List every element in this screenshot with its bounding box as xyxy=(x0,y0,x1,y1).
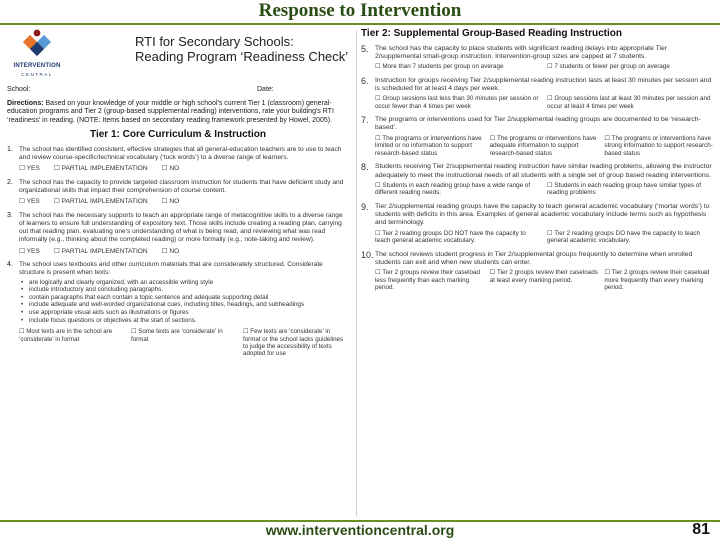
item-text: Tier 2/supplemental reading groups have the capacity to teach general academic vocabulary (‘mortar words’) to students with deficits in this area. Examples of general academic vocabulary include terms such as hypothesis and terminology. xyxy=(375,202,710,227)
document-title xyxy=(135,34,348,64)
option-checkbox[interactable]: ☐ 7 students or fewer per group on average xyxy=(547,63,670,70)
item-options xyxy=(375,269,713,292)
directions-text: Based on your knowledge of your middle or high school's current Tier 1 (classroom) general-education programs and Tier 2 (group-based supplemental reading) interventions, rate your building's RTI ‘readiness’ in reading. (NOTE: Items based on secondary reading framework presented by Howel, 2005). xyxy=(7,100,334,124)
option-checkbox[interactable]: ☐ The programs or interventions have adequate information to support research-based status xyxy=(489,134,597,157)
option-checkbox[interactable]: ☐ Few texts are ‘considerate’ in format or the school lacks guidelines to judge the accessibility of texts adopted for use xyxy=(243,328,344,358)
list-item: • include introductory and concluding paragraphs. xyxy=(19,286,349,294)
item-text: The school has the capacity to place students with significant reading delays into appropriate Tier 2/supplemental small-group instruction. Intervention-group sizes are capped at 7 students. xyxy=(375,44,668,60)
school-label: School: xyxy=(7,86,31,93)
checklist-item xyxy=(7,179,349,207)
item-text: The school uses textbooks and other curriculum materials that are considerately structured. Considerate structure is present when texts: xyxy=(19,261,323,277)
option-checkbox[interactable]: ☐ Tier 2 reading groups DO have the capacity to teach general academic vocabulary. xyxy=(547,229,701,245)
option-checkbox[interactable]: ☐ Group sessions last less than 30 minutes per session or occur fewer than 4 times per week xyxy=(375,95,539,110)
directions xyxy=(7,100,349,125)
item-number: 2. xyxy=(7,178,13,186)
criteria-list xyxy=(19,279,349,325)
option-checkbox[interactable]: ☐ Tier 2 groups review their caseloads at least every marking period. xyxy=(489,269,598,284)
item-options xyxy=(375,63,713,71)
option-checkbox[interactable]: ☐ Group sessions last at least 30 minutes per session and occur at least 4 times per week xyxy=(547,95,711,110)
document-scan xyxy=(3,26,717,520)
checklist-item xyxy=(7,146,349,174)
item-number: 4. xyxy=(7,261,13,269)
option-no-checkbox[interactable]: ☐ NO xyxy=(161,165,180,173)
checklist-item xyxy=(7,212,349,256)
option-checkbox[interactable]: ☐ Students in each reading group have similar types of reading problems xyxy=(547,181,702,197)
option-checkbox[interactable]: ☐ Some texts are ‘considerate’ in format xyxy=(131,328,223,343)
item-text: The programs or interventions used for Tier 2/supplemental reading groups are documented to be ‘research-based’. xyxy=(375,116,701,132)
title-divider xyxy=(0,23,720,25)
item-options xyxy=(375,230,713,245)
checklist-item xyxy=(361,77,713,111)
item-text: The school reviews student progress in Tier 2/supplemental groups frequently to determine when enrolled students can exit and when new students can enter. xyxy=(375,250,693,266)
school-date-line xyxy=(7,86,349,98)
item-options xyxy=(19,198,349,207)
option-checkbox[interactable]: ☐ Tier 2 groups review their caseload less frequently than each marking period. xyxy=(375,269,481,292)
slide-footer xyxy=(0,520,720,540)
option-checkbox[interactable]: ☐ Students in each reading group have a wide range of different reading needs. xyxy=(375,181,531,197)
option-yes-checkbox[interactable]: ☐ YES xyxy=(19,247,40,255)
checklist-item xyxy=(361,45,713,71)
item-text: The school has identified consistent, effective strategies that all general-education teachers are to use to teach and review course-specific/technical vocabulary (‘tuck words’) to a diverse range of learners. xyxy=(19,145,342,162)
logo-brand-subtext: CENTRAL xyxy=(21,71,53,77)
item-options xyxy=(375,135,713,158)
slide-title-bar xyxy=(0,0,720,22)
option-checkbox[interactable]: ☐ More than 7 students per group on average xyxy=(375,63,504,70)
document-header xyxy=(7,28,349,84)
left-column xyxy=(7,28,349,518)
column-divider xyxy=(356,30,357,516)
option-partial-checkbox[interactable]: ☐ PARTIAL IMPLEMENTATION xyxy=(53,198,148,206)
logo-brand-text: INTERVENTION xyxy=(13,63,61,69)
item-options xyxy=(375,95,713,110)
document-title-line-2: Reading Program ‘Readiness Check’ xyxy=(135,49,349,64)
item-number: 3. xyxy=(7,211,13,219)
checklist-item xyxy=(361,251,713,292)
item-text: Instruction for groups receiving Tier 2/supplemental reading instruction lasts at least 30 minutes per session and is scheduled for at least 4 days per week. xyxy=(375,76,712,92)
list-item: • include adequate and well-worded organizational cues, including titles, headings, and subheadings xyxy=(19,301,349,309)
item-options xyxy=(19,248,349,257)
option-checkbox[interactable]: ☐ Tier 2 groups review their caseload more frequently than every marking period. xyxy=(604,269,710,292)
option-yes-checkbox[interactable]: ☐ YES xyxy=(19,165,40,173)
tier1-heading: Tier 1: Core Curriculum & Instruction xyxy=(90,129,266,141)
document-title-line-1: RTI for Secondary Schools: xyxy=(135,34,294,49)
option-partial-checkbox[interactable]: ☐ PARTIAL IMPLEMENTATION xyxy=(53,165,148,173)
date-label: Date: xyxy=(257,86,274,93)
item-number: 8. xyxy=(361,162,369,173)
directions-label: Directions: xyxy=(7,100,44,107)
footer-url: www.interventioncentral.org xyxy=(265,522,455,538)
option-checkbox[interactable]: ☐ Tier 2 reading groups DO NOT have the capacity to teach general academic vocabulary. xyxy=(375,229,526,245)
item-number: 9. xyxy=(361,201,369,212)
item-number: 1. xyxy=(7,145,13,153)
tier2-heading: Tier 2: Supplemental Group-Based Reading Instruction xyxy=(361,28,622,39)
checklist-item xyxy=(361,163,713,197)
item-number: 7. xyxy=(361,115,369,126)
page-number: 81 xyxy=(692,521,710,538)
right-column xyxy=(361,30,713,518)
option-checkbox[interactable]: ☐ Most texts are in the school are ‘considerate’ in format xyxy=(19,328,113,343)
item-text: Students receiving Tier 2/supplemental reading instruction have similar reading problems, allowing the instructor adequately to meet the instructional needs of all students with a single set of group based reading interventions. xyxy=(375,163,712,179)
option-checkbox[interactable]: ☐ The programs or interventions have strong information to support research-based status xyxy=(604,134,713,157)
list-item: • use appropriate visual aids such as illustrations or figures xyxy=(19,309,349,317)
checklist-item xyxy=(7,261,349,358)
item-text: The school has the necessary supports to teach an appropriate range of metacognitive skills to a diverse range of learners to ensure full understanding of expository text. Those skills include creating a reading plan, carrying out that reading plan, evaluating one's understanding of what is being read, and reviewing what was read informally (e.g., thinking about the completed reading) or more formally (e.g., note-taking and review). xyxy=(19,211,343,244)
list-item: • contain paragraphs that each contain a topic sentence and adequate supporting detail xyxy=(19,294,349,302)
logo-mark-icon xyxy=(20,28,54,60)
item-number: 6. xyxy=(361,75,369,86)
item-number: 5. xyxy=(361,43,369,54)
option-partial-checkbox[interactable]: ☐ PARTIAL IMPLEMENTATION xyxy=(53,247,148,255)
item-options xyxy=(19,328,349,358)
checklist-item xyxy=(361,116,713,157)
item-text: The school has the capacity to provide targeted classroom instruction for students that have deficient study and organizational skills that impact their comprehension of course content. xyxy=(19,178,344,195)
option-checkbox[interactable]: ☐ The programs or interventions have limited or no information to support research-based status xyxy=(375,134,482,157)
slide-title: Response to Intervention xyxy=(258,0,462,21)
option-yes-checkbox[interactable]: ☐ YES xyxy=(19,198,40,206)
intervention-central-logo xyxy=(11,28,63,82)
checklist-item xyxy=(361,203,713,245)
list-item: • are logically and clearly organized, with an accessible writing style xyxy=(19,279,349,287)
option-no-checkbox[interactable]: ☐ NO xyxy=(161,198,180,206)
item-options xyxy=(375,182,713,197)
item-options xyxy=(19,165,349,174)
item-number: 10. xyxy=(361,249,374,260)
option-no-checkbox[interactable]: ☐ NO xyxy=(161,247,180,255)
list-item: • include focus questions or objectives at the start of sections. xyxy=(19,317,349,325)
